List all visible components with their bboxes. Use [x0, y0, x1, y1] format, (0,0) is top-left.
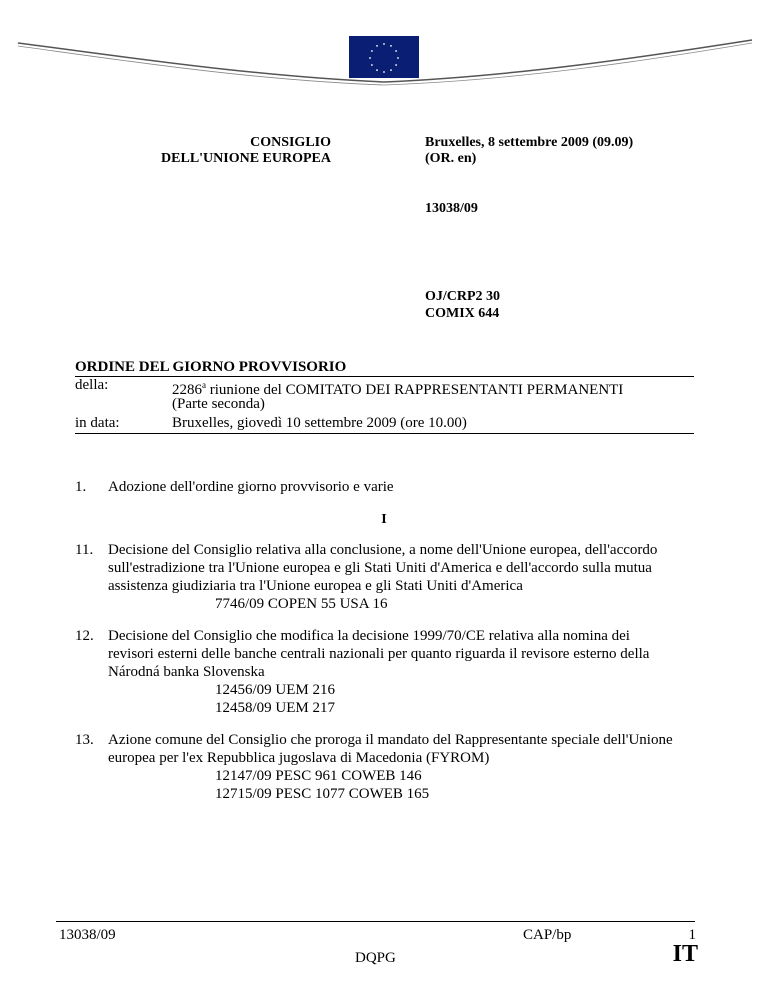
document-code-comix: COMIX 644: [425, 306, 500, 321]
document-code-oj: OJ/CRP2 30: [425, 289, 501, 304]
footer-directorate: DQPG: [355, 950, 396, 966]
item-document-reference: 7746/09 COPEN 55 USA 16: [215, 596, 388, 612]
agenda-title: ORDINE DEL GIORNO PROVVISORIO: [75, 359, 347, 375]
meeting-number: 2286: [172, 382, 202, 398]
item-text-line: Decisione del Consiglio relativa alla conclusione, a nome dell'Unione europea, dell'accordo: [108, 542, 658, 558]
meeting-committee: riunione del COMITATO DEI RAPPRESENTANTI PERMANENTI: [206, 382, 624, 398]
eu-flag-emblem: [349, 36, 419, 78]
document-number: 13038/09: [425, 201, 478, 216]
item-number: 1.: [75, 479, 87, 495]
meeting-date: Bruxelles, giovedì 10 settembre 2009 (ore 10.00): [172, 415, 467, 431]
footer-rule: [56, 921, 695, 922]
item-document-reference: 12458/09 UEM 217: [215, 700, 335, 716]
document-date: Bruxelles, 8 settembre 2009 (09.09): [425, 135, 634, 150]
footer-initials: CAP/bp: [523, 927, 572, 943]
meeting-number-superscript: a: [202, 380, 206, 390]
item-document-reference: 12147/09 PESC 961 COWEB 146: [215, 768, 422, 784]
item-text-line: europea per l'ex Repubblica jugoslava di Macedonia (FYROM): [108, 750, 490, 766]
item-text-line: Decisione del Consiglio che modifica la decisione 1999/70/CE relativa alla nomina dei: [108, 628, 630, 644]
item-text-line: Azione comune del Consiglio che proroga il mandato del Rappresentante speciale dell'Unione: [108, 732, 673, 748]
footer-language-code: IT: [672, 941, 698, 967]
meeting-date-label: in data:: [75, 415, 120, 431]
item-number: 11.: [75, 542, 94, 558]
original-language: (OR. en): [425, 151, 477, 166]
footer-page-number: 1: [688, 927, 696, 943]
item-text: Adozione dell'ordine giorno provvisorio e varie: [108, 479, 394, 495]
meeting-part: (Parte seconda): [172, 396, 265, 412]
agenda-rule-bottom: [75, 433, 694, 434]
footer-document-code: 13038/09: [59, 927, 116, 943]
item-text-line: assistenza giudiziaria tra l'Unione europea e gli Stati Uniti d'America: [108, 578, 523, 594]
item-number: 12.: [75, 628, 94, 644]
council-name-line2: DELL'UNIONE EUROPEA: [161, 151, 331, 166]
item-number: 13.: [75, 732, 94, 748]
section-heading-i: I: [381, 512, 387, 527]
item-text-line: revisori esterni delle banche centrali nazionali per quanto riguarda il revisore esterno della: [108, 646, 650, 662]
item-text-line: sull'estradizione tra l'Unione europea e gli Stati Uniti d'America e dell'accordo sulla mutua: [108, 560, 652, 576]
council-name-line1: CONSIGLIO: [250, 135, 331, 150]
item-text-line: Národná banka Slovenska: [108, 664, 265, 680]
meeting-label: della:: [75, 377, 109, 393]
item-document-reference: 12715/09 PESC 1077 COWEB 165: [215, 786, 430, 802]
item-document-reference: 12456/09 UEM 216: [215, 682, 335, 698]
